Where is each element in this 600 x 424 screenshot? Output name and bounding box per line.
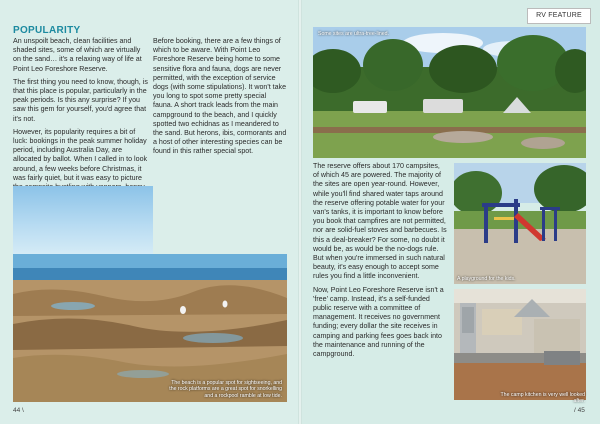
paragraph: The first thing you need to know, though, is that this place is popular, particularly in the peak periods. Is this any surprise? If you saw this gem for yourself, you'd agree that it's not. [13, 77, 148, 123]
paragraph: Before booking, there are a few things of which to be aware. With Point Leo Foreshore Reserve being home to some sensitive flora and fauna, dogs are never permitted, with the exception of service dogs (with some stipulations). It won't take you long to spot some pretty special fauna. A short track leads from the main campground to the beach, and I quickly spotted two echidnas as I meandered to the sand. But herons, ibis, cormorants and a host of other interesting species can be found in this rather special spot. [153, 37, 287, 156]
page-number-left: 44 \ [13, 407, 24, 414]
tree-lined-campsite-photo [313, 27, 586, 158]
page-gutter [298, 0, 302, 424]
text-column-3 [313, 162, 447, 363]
page-number-right: / 45 [574, 407, 585, 414]
text-column-1 [13, 37, 148, 205]
playground-photo-caption: A playground for the kids. [457, 276, 516, 282]
paragraph: However, its popularity requires a bit of luck: bookings in the peak summer holiday period, including Australia Day, are allocated by ballot. When I called in to look around, a few weeks before Christmas, it was fairly quiet, but it was easy to picture [13, 127, 148, 182]
text-column-2 [153, 37, 287, 161]
paragraph: The reserve offers about 170 campsites, of which 45 are powered. The majority of the sites are open year-round. However, while you'll find shared water taps around the reserve offering potable water for your van's tanks, it is important to know before you book that campfires are not permitted, nor are solid-fuel stoves and barbecues. Is this a deal-breaker? For some, no doubt it would be, as would be the no-dogs rule. But when you're immersed in such natural beauty, it's easy enough to accept some rules you find a little inconvenient. [313, 162, 447, 281]
kitchen-photo-caption: The camp kitchen is very well looked after. [500, 392, 585, 405]
trees-photo-caption: Some sites are ultra-tree-lined. [318, 31, 389, 37]
beach-photo-sky [13, 186, 153, 254]
beach-photo-caption: The beach is a popular spot for sightseeing, and the rock platforms are a great spot for snorkelling and a rockpool ramble at low tide. [169, 380, 282, 399]
playground-photo [454, 163, 586, 284]
paragraph: An unspoilt beach, clean facilities and shaded sites, some of which are virtually on the sand… it's a relaxing way of life at Point Leo Foreshore Reserve. [13, 37, 142, 73]
paragraph: Now, Point Leo Foreshore Reserve isn't a 'free' camp. Instead, it's a self-funded public reserve with a committee of management. It receives no government funding; every dollar the site receives in camping and parking fees goes back into the maintenance and running of the campground. [313, 285, 444, 359]
section-heading: POPULARITY [13, 25, 81, 36]
camp-kitchen-photo [454, 289, 586, 400]
section-tab: RV FEATURE [527, 8, 591, 24]
